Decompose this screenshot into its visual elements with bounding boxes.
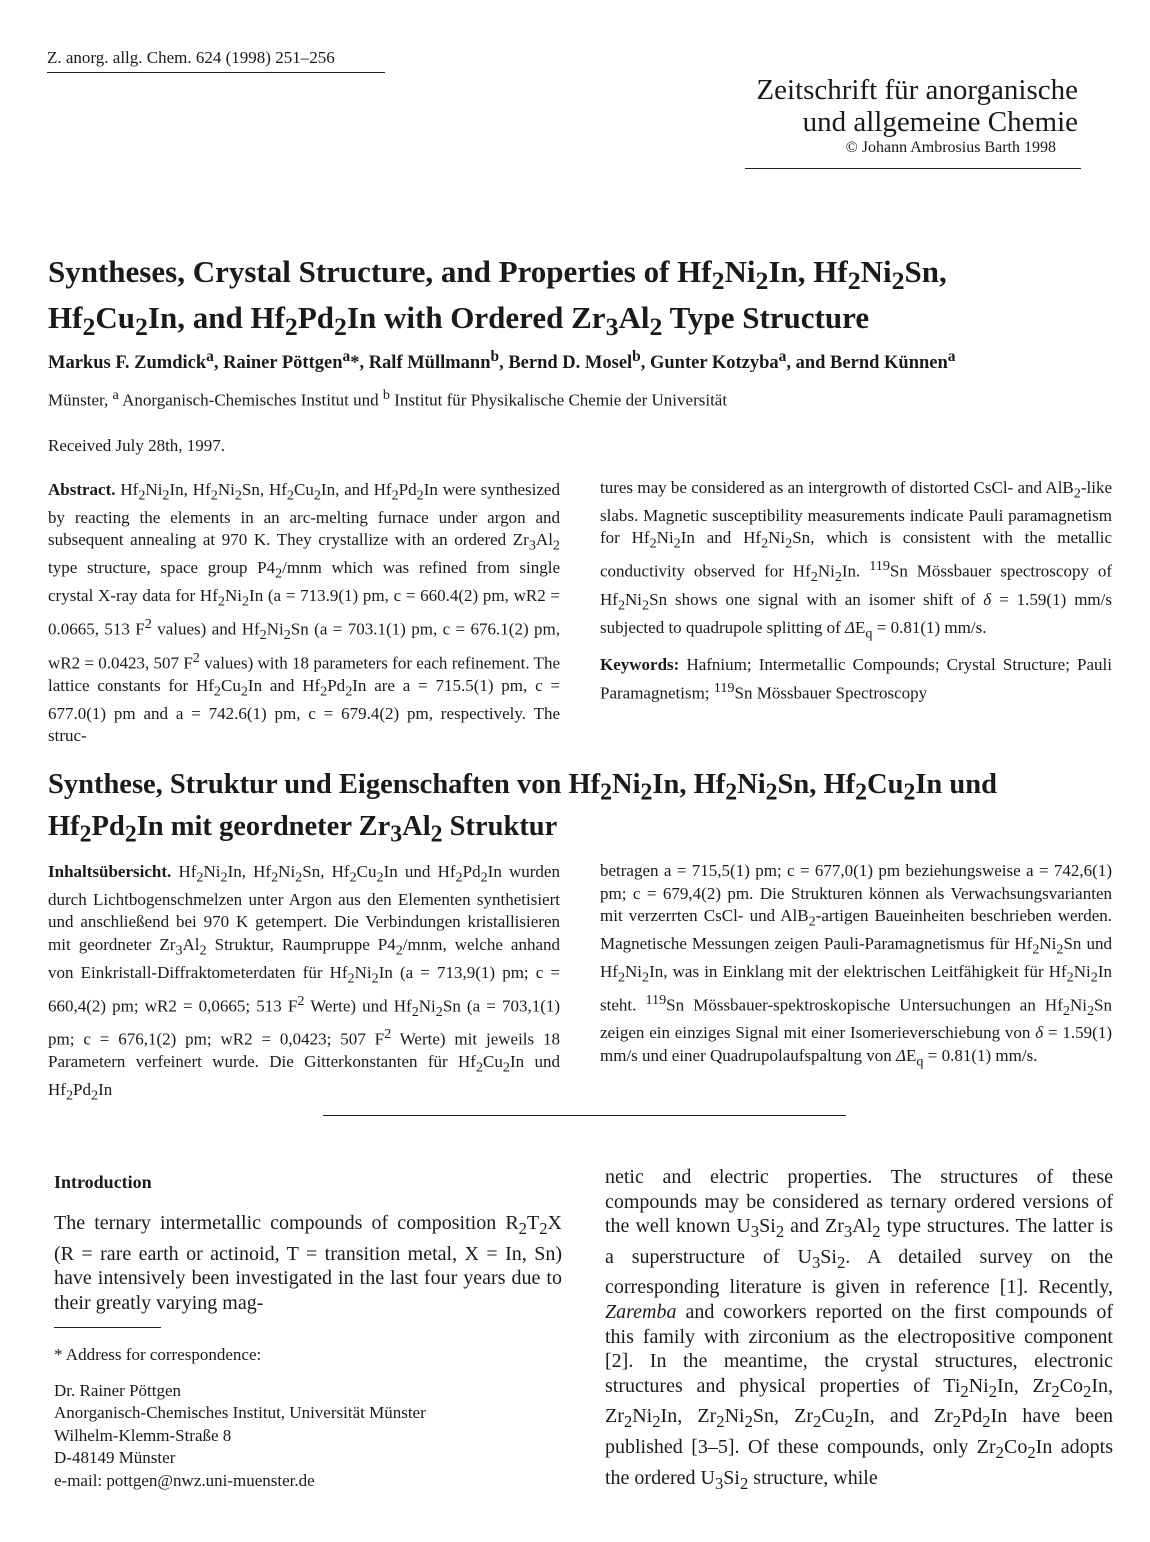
- affiliations: Münster, $^a$ Anorganisch-Chemisches Institut und $^b$ Institut für Physikalische Chemie der Universität: [48, 387, 728, 410]
- email-address: e-mail: pottgen@nwz.uni-muenster.de: [54, 1470, 315, 1490]
- german-summary-right-column: betragen a = 715,5(1) pm; c = 677,0(1) pm beziehungsweise a = 742,6(1) pm; c = 679,4(2) pm. Die Strukturen können als Verwachsungsvarianten mit verzerrten CsCl- und AlB$_2$-artigen Baueinheiten beschrieben werden. Magnetische Messungen zeigen Pauli-Paramagnetismus für $Hf_2Ni_2Sn$ und $Hf_2Ni_2In$, was in Einklang mit der elektrischen Leitfähigkeit für $Hf_2Ni_2In$ steht. $^{119}$Sn Mössbauer-spektroskopische Untersuchungen an $Hf_2Ni_2Sn$ zeigen ein einziges Signal mit einer Isomerieverschiebung von δ = 1.59(1) mm/s und einer Quadrupolaufspaltung von $\Delta E_q = 0.81(1)$ mm/s.: [600, 861, 1112, 1070]
- address-line: D-48149 Münster: [54, 1448, 176, 1468]
- address-line: Dr. Rainer Pöttgen: [54, 1381, 182, 1400]
- german-summary-left-column: Inhaltsübersicht. $Hf_2Ni_2In$, $Hf_2Ni_2Sn$, $Hf_2Cu_2In$ und $Hf_2Pd_2In$ wurden durch Lichtbogenschmelzen unter Argon aus den Elementen synthetisiert und anschließend bei 970 K getempert. Die Verbindungen kristallisieren mit geordneter $Zr_3Al_2$ Struktur, Raumpruppe $P4_2$/mnm, welche anhand von Einkristall-Diffraktometerdaten für $Hf_2Ni_2In$ (a = 713,9(1) pm; c = 660,4(2) pm; wR2 = 0,0665; 513 $F^2$ Werte) und $Hf_2Ni_2Sn$ (a = 703,1(1) pm; c = 676,1(2) pm; wR2 = 0,0423; 507 $F^2$ Werte) mit jeweils 18 Parametern verfeinert wurde. Die Gitterkonstanten für $Hf_2Cu_2In$ und $Hf_2Pd_2In$: [48, 862, 561, 1104]
- abstract-left-column: Abstract. $Hf_2Ni_2In$, $Hf_2Ni_2Sn$, $Hf_2Cu_2In$, and $Hf_2Pd_2In$ were synthesized by reacting the elements in an arc-melting furnace under argon and subsequent annealing at 970 K. They crystallize with an ordered $Zr_3Al_2$ type structure, space group $P4_2$/mnm which was refined from single crystal X-ray data for $Hf_2Ni_2In$ (a = 713.9(1) pm, c = 660.4(2) pm, wR2 = 0.0665, 513 $F^2$ values) and $Hf_2Ni_2Sn$ (a = 703.1(1) pm, c = 676.1(2) pm, wR2 = 0.0423, 507 $F^2$ values) with 18 parameters for each refinement. The lattice constants for $Hf_2Cu_2In$ and $Hf_2Pd_2In$ are a = 715.5(1) pm, c = 677.0(1) pm and a = 742.6(1) pm, c = 679.4(2) pm, respectively. The struc-: [48, 480, 560, 746]
- introduction-right-column: netic and electric properties. The structures of these compounds may be considered as ternary ordered versions of the well known $U_3Si_2$ and $Zr_3Al_2$ type structures. The latter is a superstructure of $U_3Si_2$. A detailed survey on the corresponding literature is given in reference [1]. Recently, Zaremba and coworkers reported on the first compounds of this family with zirconium as the electropositive component [2]. In the meantime, the crystal structures, electronic structures and physical properties of $Ti_2Ni_2In$, $Zr_2Co_2In$, $Zr_2Ni_2In$, $Zr_2Ni_2Sn$, $Zr_2Cu_2In$, and $Zr_2Pd_2In$ have been published [3–5]. Of these compounds, only $Zr_2Co_2In$ adopts the ordered $U_3Si_2$ structure, while: [605, 1166, 1114, 1493]
- article-title-de-line2: $Hf_2Pd_2In$ mit geordneter $Zr_3Al_2$ Struktur: [48, 810, 558, 848]
- correspondence-footnote: * Address for correspondence:: [54, 1345, 262, 1364]
- citation-rule: [47, 72, 385, 73]
- received-date: Received July 28th, 1997.: [48, 436, 226, 455]
- footnote-rule: [54, 1327, 161, 1328]
- introduction-left-column: The ternary intermetallic compounds of composition $R_2T_2X$ (R = rare earth or actinoid, T = transition metal, X = In, Sn) have intensively been investigated in the last four years due to their greatly varying mag-: [54, 1212, 562, 1314]
- article-title-en-line1: Syntheses, Crystal Structure, and Properties of $Hf_2Ni_2In$, $Hf_2Ni_2Sn$,: [48, 254, 947, 296]
- address-line: Anorganisch-Chemisches Institut, Universität Münster: [54, 1403, 426, 1423]
- keywords: Keywords: Hafnium; Intermetallic Compounds; Crystal Structure; Pauli Paramagnetism; $^{119}$Sn Mössbauer Spectroscopy: [600, 655, 1112, 703]
- journal-citation: Z. anorg. allg. Chem. 624 (1998) 251–256: [47, 48, 335, 67]
- correspondence-address: [54, 1380, 426, 1492]
- article-title-en: [48, 253, 1108, 345]
- publisher-copyright: © Johann Ambrosius Barth 1998: [845, 139, 1056, 156]
- masthead-rule: [745, 168, 1081, 169]
- author-list: Markus F. Zumdick$^a$, Rainer Pöttgen$^a$*, Ralf Müllmann$^b$, Bernd D. Mosel$^b$, Gunter Kotzyba$^a$, and Bernd Künnen$^a$: [48, 348, 956, 374]
- section-divider-rule: [323, 1115, 846, 1116]
- journal-masthead: [742, 74, 1078, 158]
- article-title-en-line2: $Hf_2Cu_2In$, and $Hf_2Pd_2In$ with Ordered $Zr_3Al_2$ Type Structure: [48, 300, 870, 342]
- address-line: Wilhelm-Klemm-Straße 8: [54, 1425, 232, 1445]
- journal-name-line1: Zeitschrift für anorganische: [756, 74, 1078, 106]
- abstract-right-column: tures may be considered as an intergrowth of distorted CsCl- and AlB$_2$-like slabs. Magnetic susceptibility measurements indicate Pauli paramagnetism for $Hf_2Ni_2In$ and $Hf_2Ni_2Sn$, which is consistent with the metallic conductivity observed for $Hf_2Ni_2In$. $^{119}$Sn Mössbauer spectroscopy of $Hf_2Ni_2Sn$ shows one signal with an isomer shift of δ = 1.59(1) mm/s subjected to quadrupole splitting of $\Delta E_q = 0.81(1)$ mm/s.: [600, 478, 1113, 642]
- article-title-de-line1: Synthese, Struktur und Eigenschaften von $Hf_2Ni_2In$, $Hf_2Ni_2Sn$, $Hf_2Cu_2In$ und: [48, 769, 997, 806]
- journal-name-line2: und allgemeine Chemie: [802, 106, 1078, 138]
- introduction-heading: Introduction: [54, 1172, 152, 1192]
- article-title-de: [48, 768, 1108, 851]
